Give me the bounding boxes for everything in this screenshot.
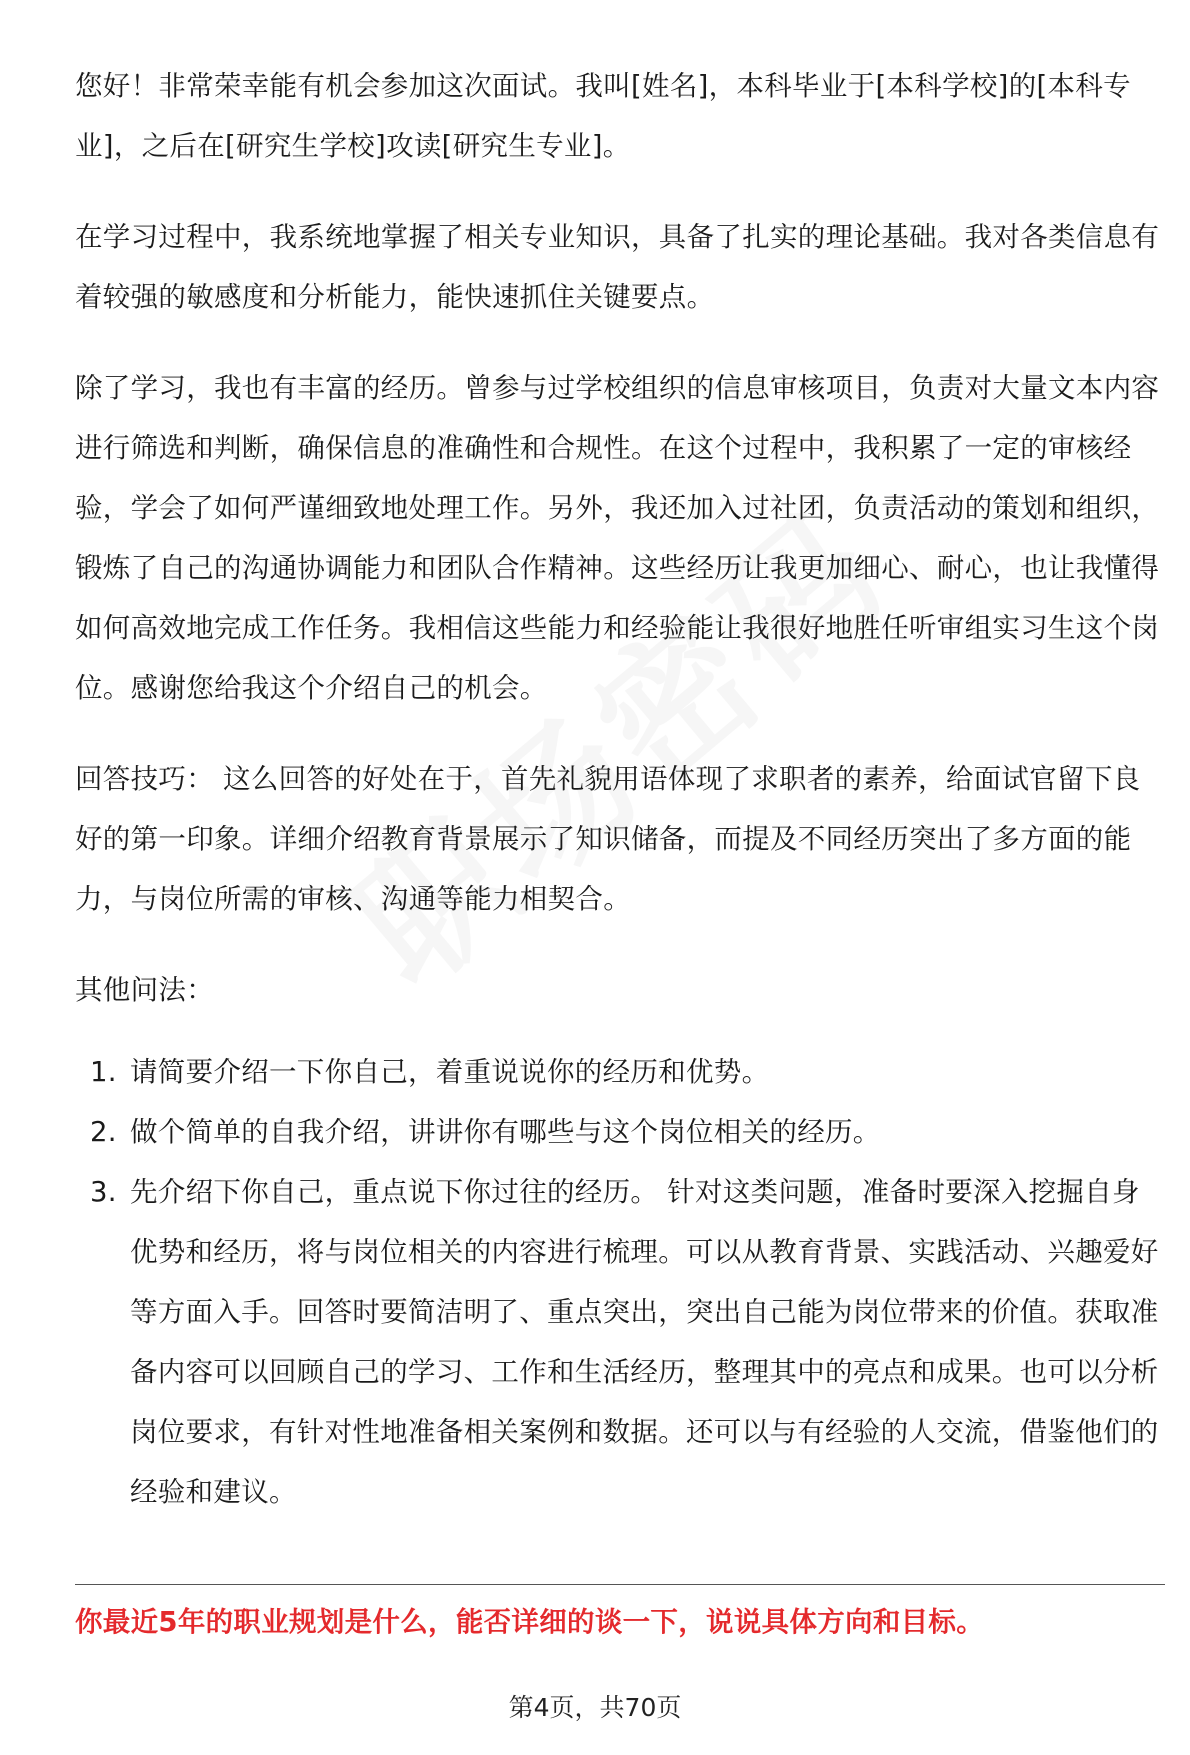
- next-question-title: 你最近5年的职业规划是什么，能否详细的谈一下，说说具体方向和目标。: [75, 1606, 985, 1638]
- list-text: 做个简单的自我介绍，讲讲你有哪些与这个岗位相关的经历。: [130, 1116, 881, 1148]
- experience-paragraph: 除了学习，我也有丰富的经历。曾参与过学校组织的信息审核项目，负责对大量文本内容进行筛选和判断，确保信息的准确性和合规性。在这个过程中，我积累了一定的审核经验，学会了如何严谨细致地处理工作。另外，我还加入过社团，负责活动的策划和组织，锻炼了自己的沟通协调能力和团队合作精神。这些经历让我更加细心、耐心，也让我懂得如何高效地完成工作任务。我相信这些能力和经验能让我很好地胜任听审组实习生这个岗位。感谢您给我这个介绍自己的机会。: [75, 372, 1160, 704]
- list-item: [75, 1102, 1160, 1162]
- list-text: 请简要介绍一下你自己，着重说说你的经历和优势。: [130, 1056, 770, 1088]
- list-number: 1.: [90, 1056, 117, 1088]
- list-text: 先介绍下你自己，重点说下你过往的经历。 针对这类问题，准备时要深入挖掘自身优势和经历，将与岗位相关的内容进行梳理。可以从教育背景、实践活动、兴趣爱好等方面入手。回答时要简洁明了、重点突出，突出自己能为岗位带来的价值。获取准备内容可以回顾自己的学习、工作和生活经历，整理其中的亮点和成果。也可以分析岗位要求，有针对性地准备相关案例和数据。还可以与有经验的人交流，借鉴他们的经验和建议。: [130, 1176, 1159, 1508]
- study-paragraph: 在学习过程中，我系统地掌握了相关专业知识，具备了扎实的理论基础。我对各类信息有着较强的敏感度和分析能力，能快速抓住关键要点。: [75, 221, 1160, 313]
- answer-content: [75, 56, 1160, 1522]
- list-number: 3.: [90, 1176, 117, 1208]
- list-item: [75, 1162, 1160, 1522]
- list-item: [75, 1042, 1160, 1102]
- intro-paragraph: 您好！非常荣幸能有机会参加这次面试。我叫[姓名]，本科毕业于[本科学校]的[本科专业]，之后在[研究生学校]攻读[研究生专业]。: [75, 70, 1131, 162]
- page-footer: 第4页，共70页: [508, 1693, 682, 1722]
- answer-tips-paragraph: 回答技巧： 这么回答的好处在于，首先礼貌用语体现了求职者的素养，给面试官留下良好的第一印象。详细介绍教育背景展示了知识储备，而提及不同经历突出了多方面的能力，与岗位所需的审核、沟通等能力相契合。: [75, 763, 1141, 915]
- section-divider: [75, 1584, 1165, 1585]
- list-number: 2.: [90, 1116, 117, 1148]
- alternative-questions-list: [75, 1042, 1160, 1522]
- other-questions-heading: 其他问法：: [75, 974, 214, 1006]
